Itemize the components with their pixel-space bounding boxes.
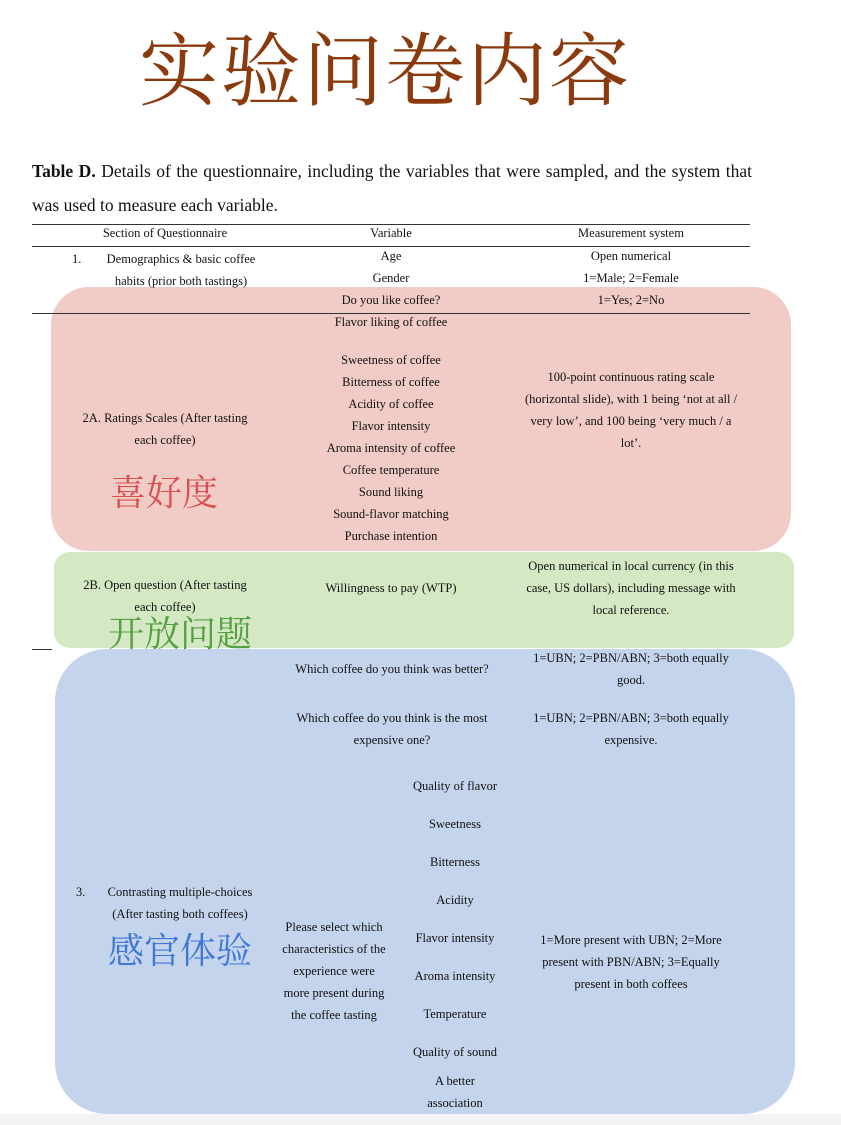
characteristics-list (400, 767, 510, 1071)
measure-line: lot’. (620, 436, 642, 450)
measure-line: case, US dollars), including message with (526, 581, 736, 595)
sensory-annotation: 感官体验 (108, 931, 253, 972)
section2a-measure (511, 366, 751, 454)
section1-variables (291, 245, 491, 311)
measure-line: 1=More present with UBN; 2=More (540, 933, 722, 947)
characteristic-bitterness: Bitterness (430, 855, 480, 869)
open-question-annotation: 开放问题 (108, 614, 253, 655)
measure-line: present with PBN/ABN; 3=Equally (542, 955, 720, 969)
section2a-title-line: 2A. Ratings Scales (After tasting (82, 411, 248, 425)
variable-flavor-intensity: Flavor intensity (351, 419, 431, 433)
header-section: Section of Questionnaire (102, 226, 228, 240)
page-bottom-strip (0, 1114, 841, 1125)
characteristic-aroma-intensity: Aroma intensity (414, 969, 496, 983)
measure-line: present in both coffees (574, 977, 688, 991)
characteristic-better-association (400, 1070, 510, 1114)
section3-title-line: Contrasting multiple-choices (107, 885, 253, 899)
variable-wtp: Willingness to pay (WTP) (325, 581, 457, 595)
section2b-title-line: 2B. Open question (After tasting (83, 578, 247, 592)
section2b-title-line: each coffee) (134, 600, 196, 614)
section2a-title (62, 407, 268, 451)
variable-gender: Gender (372, 271, 410, 285)
prompt-line: Please select which (285, 920, 383, 934)
question-better-measure (511, 647, 751, 691)
section3-number: 3. (76, 885, 86, 899)
characteristic-acidity: Acidity (436, 893, 474, 907)
characteristics-measure (511, 929, 751, 995)
variable-flavor-liking: Flavor liking of coffee (334, 315, 448, 329)
section1-measures (511, 245, 751, 311)
characteristic-flavor-intensity: Flavor intensity (415, 931, 495, 945)
measure-line: very low’, and 100 being ‘very much / a (530, 414, 732, 428)
variable-like-coffee: Do you like coffee? (341, 293, 441, 307)
caption-label: Table D. (32, 161, 96, 181)
measure-line: 100-point continuous rating scale (547, 370, 715, 384)
table-caption (32, 154, 752, 222)
measure-line: Open numerical in local currency (in this (528, 559, 734, 573)
variable-sound-liking: Sound liking (358, 485, 424, 499)
prompt-line: the coffee tasting (291, 1008, 377, 1022)
section3-title-line: (After tasting both coffees) (112, 907, 248, 921)
variable-sweetness: Sweetness of coffee (341, 353, 441, 367)
page-title: 实验问卷内容 (139, 25, 631, 118)
variable-purchase-intention: Purchase intention (344, 529, 438, 543)
measure-age: Open numerical (590, 249, 672, 263)
section2a-title-line: each coffee) (134, 433, 196, 447)
section1-number: 1. (72, 252, 82, 266)
characteristic-quality-of-sound: Quality of sound (412, 1045, 498, 1059)
section2a-variable-list (291, 349, 491, 547)
section1-title-line: habits (prior both tastings) (114, 274, 248, 288)
variable-sound-flavor-matching: Sound-flavor matching (333, 507, 449, 521)
liking-annotation: 喜好度 (110, 473, 219, 514)
measure-line: 1=UBN; 2=PBN/ABN; 3=both equally (533, 711, 729, 725)
characteristic-line: association (427, 1096, 483, 1110)
measure-like-coffee: 1=Yes; 2=No (597, 293, 665, 307)
characteristics-prompt (276, 916, 392, 1026)
section2b-title (62, 574, 268, 618)
caption-text: Details of the questionnaire, including the variables that were sampled, and the system that was used to measure each variable. (32, 161, 753, 215)
characteristic-sweetness: Sweetness (428, 817, 482, 831)
section3-title (100, 881, 260, 925)
prompt-line: more present during (283, 986, 385, 1000)
measure-gender: 1=Male; 2=Female (583, 271, 679, 285)
measure-line: 1=UBN; 2=PBN/ABN; 3=both equally (533, 651, 729, 665)
measure-line: good. (616, 673, 646, 687)
question-expensive-measure (511, 707, 751, 751)
variable-age: Age (380, 249, 402, 263)
question-expensive-coffee (290, 707, 494, 751)
header-variable: Variable (370, 226, 412, 240)
section2b-bottom-rule (32, 649, 52, 650)
question-line: expensive one? (353, 733, 431, 747)
measure-line: (horizontal slide), with 1 being ‘not at all / (524, 392, 738, 406)
question-better-coffee: Which coffee do you think was better? (295, 662, 489, 676)
prompt-line: experience were (293, 964, 375, 978)
characteristic-line: A better (435, 1074, 475, 1088)
question-line: Which coffee do you think is the most (296, 711, 488, 725)
prompt-line: characteristics of the (282, 942, 386, 956)
variable-acidity: Acidity of coffee (348, 397, 434, 411)
variable-bitterness: Bitterness of coffee (342, 375, 440, 389)
variable-aroma-intensity: Aroma intensity of coffee (326, 441, 456, 455)
header-measurement: Measurement system (578, 226, 684, 240)
section1-title-line: Demographics & basic coffee (106, 252, 256, 266)
variable-coffee-temperature: Coffee temperature (342, 463, 440, 477)
section2b-measure (511, 555, 751, 621)
section1-title (98, 248, 264, 292)
measure-line: expensive. (604, 733, 658, 747)
measure-line: local reference. (592, 603, 670, 617)
characteristic-quality-of-flavor: Quality of flavor (412, 779, 497, 793)
characteristic-temperature: Temperature (423, 1007, 487, 1021)
